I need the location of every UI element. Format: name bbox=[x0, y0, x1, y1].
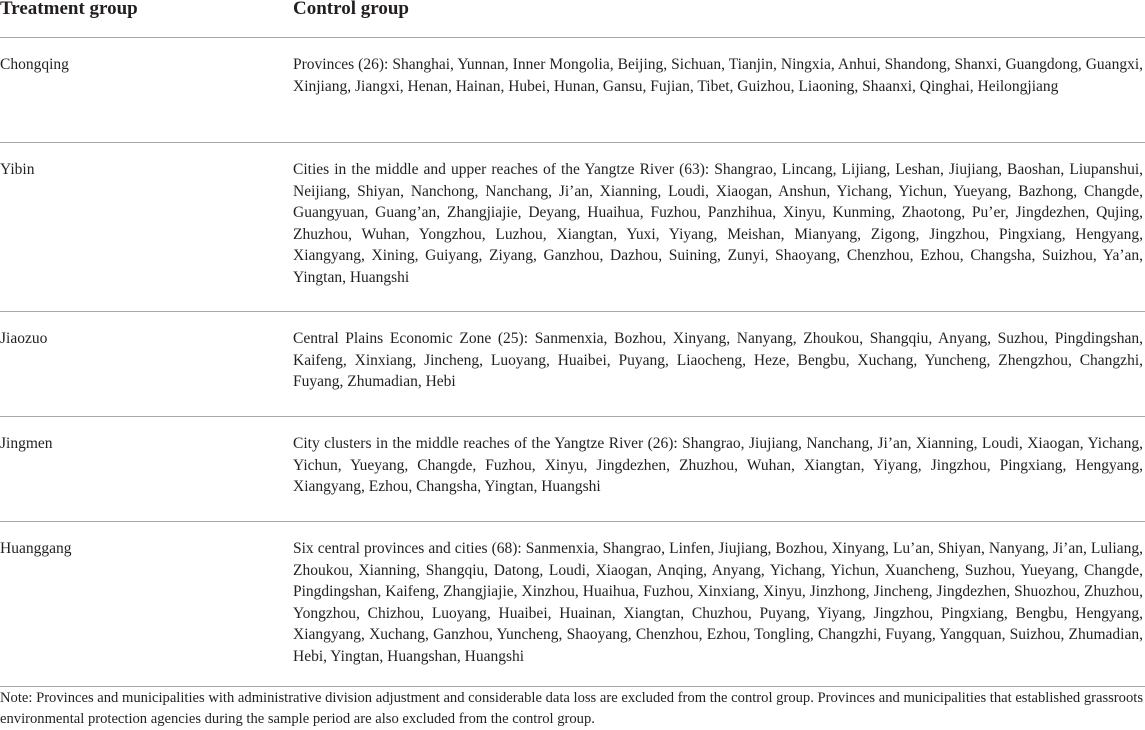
table-header-row bbox=[0, 0, 1145, 38]
control-cell: Provinces (26): Shanghai, Yunnan, Inner Mongolia, Beijing, Sichuan, Tianjin, Ningxia, Anhui, Shandong, Shanxi, Guangdong, Guangxi, Xinjiang, Jiangxi, Henan, Hainan, Hubei, Hunan, Gansu, Fujian, Tibet, Guizhou, Liaoning, Shaanxi, Qinghai, Heilongjiang bbox=[293, 56, 1143, 95]
control-cell: City clusters in the middle reaches of the Yangtze River (26): Shangrao, Jiujiang, Nanchang, Ji’an, Xianning, Loudi, Xiaogan, Yichang, Yichun, Yueyang, Changde, Fuzhou, Xinyu, Jingdezhen, Zhuzhou, Wuhan, Xiangtan, Yiyang, Jingzhou, Pingxiang, Hengyang, Xiangyang, Ezhou, Changsha, Yingtan, Huangshi bbox=[293, 435, 1143, 496]
treatment-cell: Chongqing bbox=[0, 56, 69, 73]
treatment-cell: Jiaozuo bbox=[0, 330, 48, 347]
table-row-yibin bbox=[0, 143, 1145, 312]
control-cell: Six central provinces and cities (68): Sanmenxia, Shangrao, Linfen, Jiujiang, Bozhou, Xinyang, Lu’an, Shiyan, Nanyang, Ji’an, Luliang, Zhoukou, Xianning, Shangqiu, Datong, Loudi, Xiaogan, Anqing, Anyang, Yichang, Yichun, Xuancheng, Suzhou, Yueyang, Changde, Pingdingshan, Kaifeng, Zhangjiajie, Xinzhou, Huaihua, Fuzhou, Xinxiang, Xinyu, Jinzhong, Jincheng, Jingdezhen, Shuozhou, Zhuzhou, Yongzhou, Chizhou, Luoyang, Huaibei, Huainan, Xiangtan, Chuzhou, Puyang, Yiyang, Jingzhou, Pingxiang, Bengbu, Hengyang, Xiangyang, Xuchang, Ganzhou, Yuncheng, Shaoyang, Chenzhou, Ezhou, Tongling, Changzhi, Fuyang, Yangquan, Suizhou, Zhumadian, Hebi, Yingtan, Huangshan, Huangshi bbox=[293, 540, 1143, 665]
control-cell: Cities in the middle and upper reaches of the Yangtze River (63): Shangrao, Lincang, Lijiang, Leshan, Jiujiang, Baoshan, Liupanshui, Neijiang, Shiyan, Nanchong, Nanchang, Ji’an, Xianning, Loudi, Xiaogan, Anshun, Yichang, Yichun, Yueyang, Bazhong, Changde, Guangyuan, Guang’an, Zhangjiajie, Deyang, Huaihua, Fuzhou, Panzhihua, Xinyu, Kunming, Zhaotong, Pu’er, Jingdezhen, Qujing, Zhuzhou, Wuhan, Yongzhou, Luzhou, Xiangtan, Yuxi, Yiyang, Meishan, Mianyang, Zigong, Jingzhou, Pingxiang, Hengyang, Xiangyang, Xining, Guiyang, Ziyang, Ganzhou, Dazhou, Suining, Zunyi, Shaoyang, Chenzhou, Ezhou, Changsha, Suizhou, Ya’an, Yingtan, Huangshi bbox=[293, 161, 1143, 286]
table-note: Note: Provinces and municipalities with administrative division adjustment and considerable data loss are excluded from the control group. Provinces and municipalities that established grassroots environmental protection agencies during the sample period are also excluded from the control group. bbox=[0, 690, 1143, 727]
treatment-cell: Huanggang bbox=[0, 540, 72, 557]
control-cell: Central Plains Economic Zone (25): Sanmenxia, Bozhou, Xinyang, Nanyang, Zhoukou, Shangqiu, Anyang, Suzhou, Pingdingshan, Kaifeng, Xinxiang, Jincheng, Luoyang, Huaibei, Puyang, Liaocheng, Heze, Bengbu, Xuchang, Yuncheng, Zhengzhou, Changzhi, Fuyang, Zhumadian, Hebi bbox=[293, 330, 1143, 391]
header-control-group: Control group bbox=[293, 0, 409, 19]
treatment-cell: Yibin bbox=[0, 161, 35, 178]
header-treatment-group: Treatment group bbox=[0, 0, 138, 19]
treatment-cell: Jingmen bbox=[0, 435, 53, 452]
table-row-huanggang bbox=[0, 522, 1145, 687]
table-row-jiaozuo bbox=[0, 312, 1145, 417]
table-row-jingmen bbox=[0, 417, 1145, 522]
table-row-chongqing bbox=[0, 38, 1145, 143]
